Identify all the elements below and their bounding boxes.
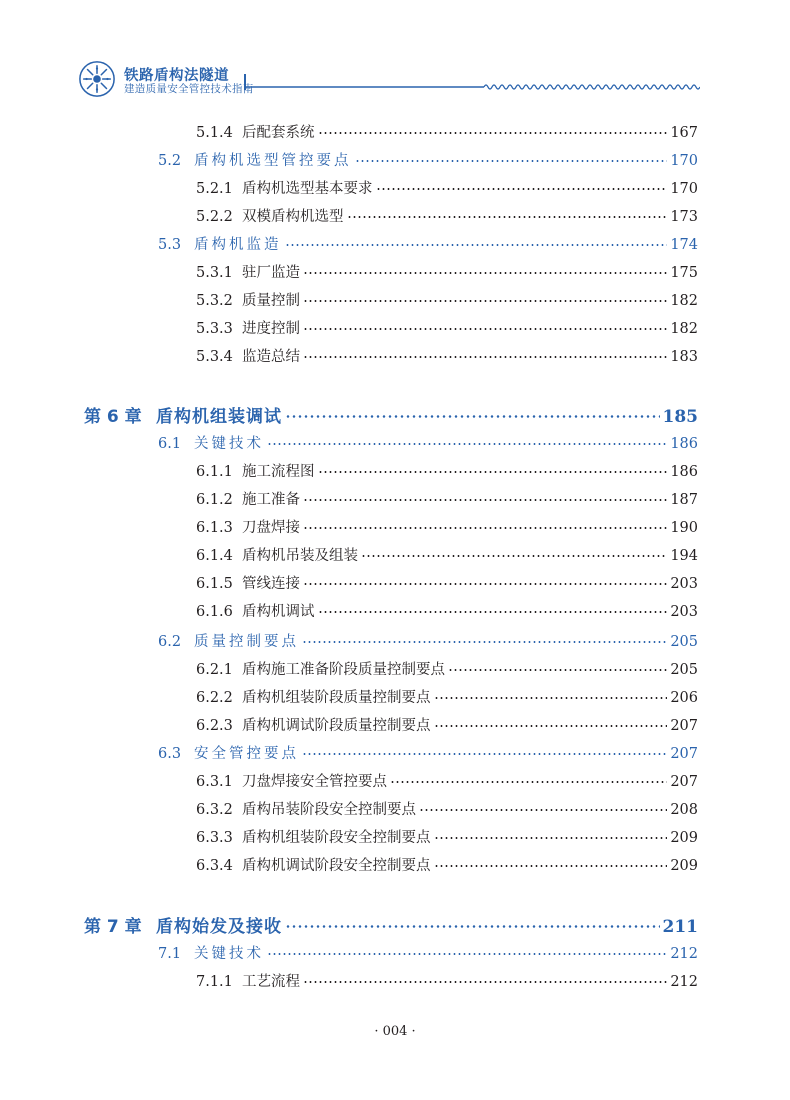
toc-dot-leader (434, 837, 668, 839)
toc-entry-number: 6.1.5 (196, 576, 233, 592)
toc-entry-page: 203 (670, 604, 698, 620)
toc-entry-number: 第 6 章 (84, 407, 142, 427)
toc-entry-number: 6.3.1 (196, 774, 233, 790)
toc-dot-leader (302, 641, 667, 643)
toc-subsection[interactable] (196, 686, 698, 707)
toc-subsection[interactable] (196, 798, 698, 819)
toc-entry-title: 盾构机选型基本要求 (242, 181, 373, 197)
toc-entry-number: 6.1.6 (196, 604, 233, 620)
toc-entry-number: 5.2 (158, 153, 182, 169)
toc-subsection[interactable] (196, 970, 698, 991)
toc-subsection[interactable] (196, 289, 698, 310)
toc-entry-number: 6.2 (158, 634, 182, 650)
toc-dot-leader (434, 865, 668, 867)
toc-entry-page: 175 (670, 265, 698, 281)
toc-subsection[interactable] (196, 714, 698, 735)
toc-entry-title: 盾构机调试阶段质量控制要点 (242, 718, 431, 734)
toc-entry-number: 6.3 (158, 746, 182, 762)
toc-entry-number: 6.3.4 (196, 858, 233, 874)
toc-entry-title: 驻厂监造 (242, 265, 300, 281)
toc-entry-page: 170 (670, 181, 698, 197)
toc-entry-page: 212 (670, 974, 698, 990)
toc-entry-page: 174 (670, 237, 698, 253)
toc-dot-leader (390, 781, 667, 783)
toc-subsection[interactable] (196, 854, 698, 875)
toc-entry-page: 173 (670, 209, 698, 225)
toc-entry-page: 208 (670, 802, 698, 818)
toc-entry-number: 5.3.1 (196, 265, 233, 281)
toc-dot-leader (285, 415, 660, 418)
toc-entry-number: 6.2.3 (196, 718, 233, 734)
toc-entry-title: 质量控制 (242, 293, 300, 309)
toc-subsection[interactable] (196, 345, 698, 366)
toc-entry-title: 施工准备 (242, 492, 300, 508)
toc-entry-page: 183 (670, 349, 698, 365)
toc-entry-title: 后配套系统 (242, 125, 315, 141)
toc-subsection[interactable] (196, 177, 698, 198)
toc-entry-page: 190 (670, 520, 698, 536)
toc-dot-leader (303, 527, 667, 529)
toc-section[interactable] (158, 742, 698, 763)
toc-entry-number: 6.3.3 (196, 830, 233, 846)
toc-entry-title: 双模盾构机选型 (242, 209, 344, 225)
toc-entry-number: 5.3 (158, 237, 182, 253)
toc-subsection[interactable] (196, 460, 698, 481)
toc-entry-page: 182 (670, 293, 698, 309)
toc-entry-title: 关键技术 (194, 436, 264, 452)
toc-entry-number: 6.1.2 (196, 492, 233, 508)
toc-dot-leader (419, 809, 667, 811)
toc-dot-leader (303, 300, 667, 302)
toc-entry-title: 盾构机监造 (194, 237, 282, 253)
toc-dot-leader (318, 611, 668, 613)
toc-entry-title: 工艺流程 (242, 974, 300, 990)
toc-dot-leader (303, 328, 667, 330)
toc-entry-page: 209 (670, 858, 698, 874)
toc-entry-title: 盾构始发及接收 (156, 917, 282, 937)
toc-section[interactable] (158, 432, 698, 453)
toc-entry-number: 7.1 (158, 946, 182, 962)
toc-entry-title: 盾构吊装阶段安全控制要点 (242, 802, 416, 818)
toc-dot-leader (285, 244, 668, 246)
toc-dot-leader (355, 160, 668, 162)
toc-entry-number: 5.2.1 (196, 181, 233, 197)
toc-section[interactable] (158, 630, 698, 651)
toc-dot-leader (448, 669, 667, 671)
toc-entry-page: 187 (670, 492, 698, 508)
toc-entry-number: 5.3.4 (196, 349, 233, 365)
toc-subsection[interactable] (196, 205, 698, 226)
toc-entry-number: 7.1.1 (196, 974, 233, 990)
toc-subsection[interactable] (196, 261, 698, 282)
toc-entry-page: 207 (670, 774, 698, 790)
toc-entry-page: 206 (670, 690, 698, 706)
toc-subsection[interactable] (196, 544, 698, 565)
toc-entry-page: 212 (670, 946, 698, 962)
toc-entry-title: 盾构机调试阶段安全控制要点 (242, 858, 431, 874)
toc-dot-leader (303, 272, 667, 274)
toc-dot-leader (361, 555, 667, 557)
toc-entry-number: 6.1 (158, 436, 182, 452)
toc-entry-page: 185 (662, 407, 698, 427)
toc-entry-number: 6.1.1 (196, 464, 233, 480)
toc-dot-leader (347, 216, 668, 218)
toc-entry-page: 186 (670, 436, 698, 452)
toc-entry-number: 6.2.1 (196, 662, 233, 678)
toc-dot-leader (303, 499, 667, 501)
brand-title: 铁路盾构法隧道 (124, 68, 229, 84)
toc-entry-title: 刀盘焊接 (242, 520, 300, 536)
toc-entry-title: 关键技术 (194, 946, 264, 962)
toc-dot-leader (434, 697, 668, 699)
toc-subsection[interactable] (196, 770, 698, 791)
toc-subsection[interactable] (196, 317, 698, 338)
toc-dot-leader (303, 583, 667, 585)
toc-subsection[interactable] (196, 600, 698, 621)
toc-entry-title: 盾构机选型管控要点 (194, 153, 352, 169)
toc-subsection[interactable] (196, 572, 698, 593)
toc-entry-number: 6.3.2 (196, 802, 233, 818)
toc-dot-leader (303, 356, 667, 358)
toc-entry-page: 205 (670, 662, 698, 678)
toc-entry-page: 182 (670, 321, 698, 337)
toc-dot-leader (376, 188, 668, 190)
toc-entry-number: 5.1.4 (196, 125, 233, 141)
toc-section[interactable] (158, 149, 698, 170)
toc-entry-page: 167 (670, 125, 698, 141)
toc-entry-page: 209 (670, 830, 698, 846)
toc-section[interactable] (158, 233, 698, 254)
toc-entry-title: 施工流程图 (242, 464, 315, 480)
toc-entry-page: 194 (670, 548, 698, 564)
toc-dot-leader (267, 443, 667, 445)
toc-entry-title: 刀盘焊接安全管控要点 (242, 774, 387, 790)
toc-entry-number: 5.3.2 (196, 293, 233, 309)
toc-entry-number: 5.2.2 (196, 209, 233, 225)
toc-subsection[interactable] (196, 516, 698, 537)
toc-entry-title: 盾构机组装调试 (156, 407, 282, 427)
toc-dot-leader (285, 925, 660, 928)
toc-entry-number: 第 7 章 (84, 917, 142, 937)
toc-entry-number: 6.1.4 (196, 548, 233, 564)
toc-dot-leader (267, 953, 667, 955)
toc-entry-page: 203 (670, 576, 698, 592)
toc-subsection[interactable] (196, 826, 698, 847)
toc-entry-page: 207 (670, 718, 698, 734)
toc-section[interactable] (158, 942, 698, 963)
toc-entry-title: 盾构施工准备阶段质量控制要点 (242, 662, 445, 678)
toc-entry-title: 质量控制要点 (194, 634, 299, 650)
toc-subsection[interactable] (196, 121, 698, 142)
toc-subsection[interactable] (196, 658, 698, 679)
toc-entry-title: 管线连接 (242, 576, 300, 592)
toc-entry-page: 170 (670, 153, 698, 169)
toc-entry-page: 211 (662, 917, 698, 937)
toc-chapter[interactable] (84, 402, 698, 427)
toc-subsection[interactable] (196, 488, 698, 509)
brand-subtitle: 建造质量安全管控技术指南 (124, 83, 254, 95)
toc-dot-leader (434, 725, 668, 727)
toc-entry-number: 5.3.3 (196, 321, 233, 337)
toc-entry-page: 207 (670, 746, 698, 762)
toc-entry-title: 盾构机吊装及组装 (242, 548, 358, 564)
toc-entry-title: 安全管控要点 (194, 746, 299, 762)
toc-dot-leader (303, 981, 667, 983)
toc-entry-page: 186 (670, 464, 698, 480)
toc-entry-title: 盾构机调试 (242, 604, 315, 620)
toc-entry-number: 6.1.3 (196, 520, 233, 536)
toc-entry-title: 盾构机组装阶段安全控制要点 (242, 830, 431, 846)
toc-entry-number: 6.2.2 (196, 690, 233, 706)
toc-entry-title: 监造总结 (242, 349, 300, 365)
toc-dot-leader (302, 753, 667, 755)
toc-entry-title: 盾构机组装阶段质量控制要点 (242, 690, 431, 706)
toc-entry-page: 205 (670, 634, 698, 650)
toc-chapter[interactable] (84, 912, 698, 937)
toc-dot-leader (318, 132, 668, 134)
toc-dot-leader (318, 471, 668, 473)
toc-entry-title: 进度控制 (242, 321, 300, 337)
page-number: · 004 · (374, 1024, 416, 1039)
